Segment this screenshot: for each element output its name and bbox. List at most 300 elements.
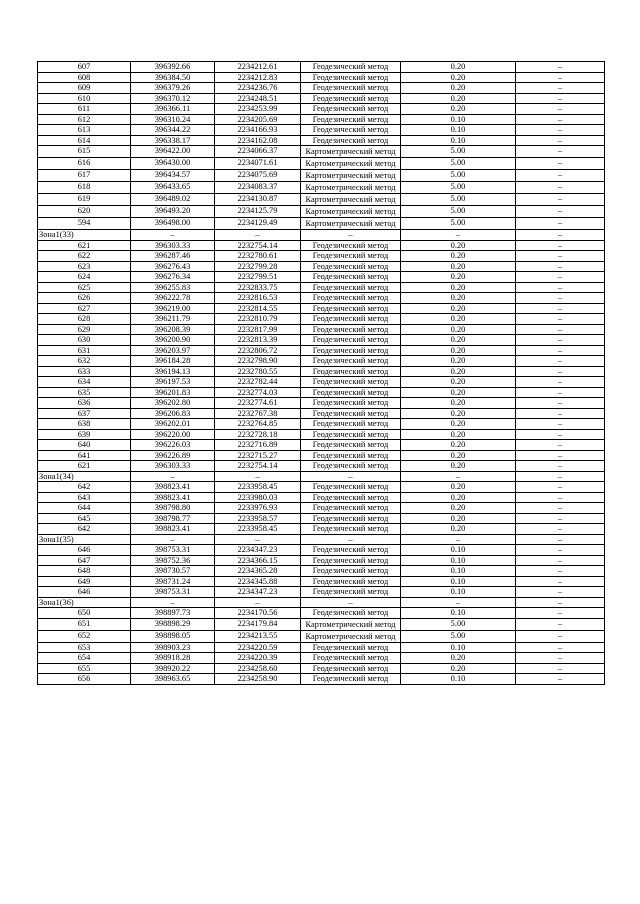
y-coordinate-cell: – — [215, 534, 301, 545]
y-coordinate-cell: 2232782.44 — [215, 377, 301, 388]
x-coordinate-cell: 396255.83 — [131, 282, 215, 293]
method-cell: Геодезический метод — [301, 461, 401, 472]
y-coordinate-cell: 2232798.90 — [215, 356, 301, 367]
precision-cell: – — [401, 471, 516, 482]
y-coordinate-cell: 2232816.53 — [215, 293, 301, 304]
precision-cell: 0.20 — [401, 482, 516, 493]
table-row — [38, 642, 605, 653]
precision-cell: 0.20 — [401, 303, 516, 314]
description-cell: – — [516, 642, 605, 653]
point-number-cell: 634 — [38, 377, 131, 388]
method-cell: Картометрический метод — [301, 618, 401, 630]
description-cell: – — [516, 206, 605, 218]
method-cell: Геодезический метод — [301, 261, 401, 272]
point-number-cell: 621 — [38, 240, 131, 251]
point-number-cell: 610 — [38, 93, 131, 104]
point-number-cell: 639 — [38, 429, 131, 440]
y-coordinate-cell: – — [215, 597, 301, 608]
description-cell: – — [516, 461, 605, 472]
description-cell: – — [516, 261, 605, 272]
method-cell: – — [301, 534, 401, 545]
description-cell: – — [516, 663, 605, 674]
table-row — [38, 251, 605, 262]
description-cell: – — [516, 230, 605, 241]
precision-cell: – — [401, 534, 516, 545]
method-cell: Геодезический метод — [301, 303, 401, 314]
description-cell: – — [516, 72, 605, 83]
x-coordinate-cell: 396493.20 — [131, 206, 215, 218]
table-row — [38, 240, 605, 251]
precision-cell: 5.00 — [401, 182, 516, 194]
x-coordinate-cell: 396208.39 — [131, 324, 215, 335]
x-coordinate-cell: 396276.34 — [131, 272, 215, 283]
point-number-cell: 654 — [38, 653, 131, 664]
y-coordinate-cell: 2234083.37 — [215, 182, 301, 194]
point-number-cell: 643 — [38, 492, 131, 503]
y-coordinate-cell: 2232764.85 — [215, 419, 301, 430]
y-coordinate-cell: 2234179.84 — [215, 618, 301, 630]
table-row — [38, 377, 605, 388]
x-coordinate-cell: 398963.65 — [131, 674, 215, 685]
x-coordinate-cell: 396197.53 — [131, 377, 215, 388]
point-number-cell: 611 — [38, 104, 131, 115]
precision-cell: 0.10 — [401, 576, 516, 587]
method-cell: Геодезический метод — [301, 62, 401, 73]
description-cell: – — [516, 282, 605, 293]
description-cell: – — [516, 653, 605, 664]
table-row — [38, 524, 605, 535]
table-row — [38, 72, 605, 83]
description-cell: – — [516, 545, 605, 556]
point-number-cell: 626 — [38, 293, 131, 304]
precision-cell: 0.20 — [401, 324, 516, 335]
y-coordinate-cell: 2232715.27 — [215, 450, 301, 461]
point-number-cell: 642 — [38, 482, 131, 493]
x-coordinate-cell: 396184.28 — [131, 356, 215, 367]
y-coordinate-cell: 2232799.28 — [215, 261, 301, 272]
table-row — [38, 303, 605, 314]
method-cell: – — [301, 597, 401, 608]
precision-cell: 0.10 — [401, 566, 516, 577]
table-row — [38, 555, 605, 566]
description-cell: – — [516, 429, 605, 440]
x-coordinate-cell: 398753.31 — [131, 587, 215, 598]
x-coordinate-cell: 396206.83 — [131, 408, 215, 419]
description-cell: – — [516, 513, 605, 524]
y-coordinate-cell: 2234205.69 — [215, 114, 301, 125]
y-coordinate-cell: 2234071.61 — [215, 158, 301, 170]
zone-label-cell: Зона1(33) — [38, 230, 131, 241]
y-coordinate-cell: 2234075.69 — [215, 170, 301, 182]
description-cell: – — [516, 419, 605, 430]
method-cell: Геодезический метод — [301, 492, 401, 503]
y-coordinate-cell: 2234347.23 — [215, 545, 301, 556]
method-cell: – — [301, 471, 401, 482]
point-number-cell: 652 — [38, 630, 131, 642]
description-cell: – — [516, 366, 605, 377]
method-cell: Геодезический метод — [301, 642, 401, 653]
table-row — [38, 356, 605, 367]
x-coordinate-cell: 396370.12 — [131, 93, 215, 104]
x-coordinate-cell: 398920.22 — [131, 663, 215, 674]
description-cell: – — [516, 335, 605, 346]
x-coordinate-cell: 396202.01 — [131, 419, 215, 430]
point-number-cell: 623 — [38, 261, 131, 272]
table-row — [38, 218, 605, 230]
point-number-cell: 607 — [38, 62, 131, 73]
x-coordinate-cell: – — [131, 230, 215, 241]
method-cell: Геодезический метод — [301, 674, 401, 685]
x-coordinate-cell: 396489.02 — [131, 194, 215, 206]
x-coordinate-cell: 396422.00 — [131, 146, 215, 158]
point-number-cell: 651 — [38, 618, 131, 630]
method-cell: Геодезический метод — [301, 608, 401, 619]
point-number-cell: 631 — [38, 345, 131, 356]
precision-cell: 0.20 — [401, 440, 516, 451]
table-row — [38, 125, 605, 136]
table-row — [38, 450, 605, 461]
precision-cell: 0.20 — [401, 72, 516, 83]
description-cell: – — [516, 534, 605, 545]
method-cell: Геодезический метод — [301, 335, 401, 346]
y-coordinate-cell: 2232817.99 — [215, 324, 301, 335]
method-cell: Геодезический метод — [301, 93, 401, 104]
method-cell: Геодезический метод — [301, 345, 401, 356]
point-number-cell: 621 — [38, 461, 131, 472]
method-cell: Геодезический метод — [301, 114, 401, 125]
precision-cell: – — [401, 597, 516, 608]
table-row — [38, 387, 605, 398]
point-number-cell: 616 — [38, 158, 131, 170]
method-cell: Картометрический метод — [301, 194, 401, 206]
point-number-cell: 642 — [38, 524, 131, 535]
description-cell: – — [516, 492, 605, 503]
method-cell: Картометрический метод — [301, 206, 401, 218]
table-row — [38, 62, 605, 73]
precision-cell: 0.10 — [401, 608, 516, 619]
table-row — [38, 272, 605, 283]
precision-cell: 0.20 — [401, 408, 516, 419]
precision-cell: 0.10 — [401, 555, 516, 566]
description-cell: – — [516, 303, 605, 314]
point-number-cell: 608 — [38, 72, 131, 83]
point-number-cell: 617 — [38, 170, 131, 182]
precision-cell: 0.20 — [401, 62, 516, 73]
y-coordinate-cell: 2234125.79 — [215, 206, 301, 218]
x-coordinate-cell: 396379.26 — [131, 83, 215, 94]
x-coordinate-cell: – — [131, 597, 215, 608]
precision-cell: 0.20 — [401, 272, 516, 283]
x-coordinate-cell: 396430.00 — [131, 158, 215, 170]
point-number-cell: 645 — [38, 513, 131, 524]
precision-cell: 0.20 — [401, 653, 516, 664]
point-number-cell: 614 — [38, 135, 131, 146]
point-number-cell: 635 — [38, 387, 131, 398]
description-cell: – — [516, 566, 605, 577]
y-coordinate-cell: – — [215, 230, 301, 241]
method-cell: Геодезический метод — [301, 282, 401, 293]
method-cell: Геодезический метод — [301, 398, 401, 409]
x-coordinate-cell: 398898.05 — [131, 630, 215, 642]
x-coordinate-cell: 396392.66 — [131, 62, 215, 73]
point-number-cell: 648 — [38, 566, 131, 577]
method-cell: Картометрический метод — [301, 218, 401, 230]
x-coordinate-cell: 398752.36 — [131, 555, 215, 566]
description-cell: – — [516, 524, 605, 535]
x-coordinate-cell: 396222.78 — [131, 293, 215, 304]
precision-cell: 0.20 — [401, 345, 516, 356]
y-coordinate-cell: 2232767.38 — [215, 408, 301, 419]
point-number-cell: 627 — [38, 303, 131, 314]
table-row — [38, 492, 605, 503]
table-row — [38, 104, 605, 115]
table-row — [38, 566, 605, 577]
description-cell: – — [516, 576, 605, 587]
description-cell: – — [516, 324, 605, 335]
table-row — [38, 576, 605, 587]
x-coordinate-cell: 396310.24 — [131, 114, 215, 125]
table-row — [38, 503, 605, 514]
precision-cell: 0.10 — [401, 674, 516, 685]
table-row — [38, 419, 605, 430]
x-coordinate-cell: 398823.41 — [131, 492, 215, 503]
method-cell: Геодезический метод — [301, 240, 401, 251]
table-row — [38, 398, 605, 409]
point-number-cell: 656 — [38, 674, 131, 685]
table-row — [38, 587, 605, 598]
precision-cell: 5.00 — [401, 158, 516, 170]
description-cell: – — [516, 440, 605, 451]
method-cell: Геодезический метод — [301, 125, 401, 136]
precision-cell: 0.10 — [401, 114, 516, 125]
precision-cell: 0.20 — [401, 398, 516, 409]
description-cell: – — [516, 630, 605, 642]
method-cell: Геодезический метод — [301, 503, 401, 514]
zone-header-row — [38, 534, 605, 545]
description-cell: – — [516, 555, 605, 566]
method-cell: Геодезический метод — [301, 653, 401, 664]
precision-cell: 0.20 — [401, 503, 516, 514]
method-cell: Геодезический метод — [301, 251, 401, 262]
coordinates-table-body — [38, 62, 605, 685]
y-coordinate-cell: 2232774.61 — [215, 398, 301, 409]
y-coordinate-cell: 2234212.61 — [215, 62, 301, 73]
x-coordinate-cell: 396434.57 — [131, 170, 215, 182]
precision-cell: 0.20 — [401, 240, 516, 251]
point-number-cell: 644 — [38, 503, 131, 514]
y-coordinate-cell: 2232806.72 — [215, 345, 301, 356]
x-coordinate-cell: 398823.41 — [131, 482, 215, 493]
table-row — [38, 482, 605, 493]
point-number-cell: 646 — [38, 545, 131, 556]
x-coordinate-cell: 396203.97 — [131, 345, 215, 356]
table-row — [38, 440, 605, 451]
y-coordinate-cell: 2234253.99 — [215, 104, 301, 115]
y-coordinate-cell: 2234345.88 — [215, 576, 301, 587]
table-row — [38, 194, 605, 206]
description-cell: – — [516, 194, 605, 206]
description-cell: – — [516, 135, 605, 146]
description-cell: – — [516, 218, 605, 230]
x-coordinate-cell: 398798.80 — [131, 503, 215, 514]
description-cell: – — [516, 618, 605, 630]
x-coordinate-cell: 396498.00 — [131, 218, 215, 230]
precision-cell: 0.20 — [401, 335, 516, 346]
description-cell: – — [516, 356, 605, 367]
precision-cell: 0.20 — [401, 513, 516, 524]
method-cell: Геодезический метод — [301, 293, 401, 304]
point-number-cell: 655 — [38, 663, 131, 674]
description-cell: – — [516, 170, 605, 182]
point-number-cell: 629 — [38, 324, 131, 335]
precision-cell: 0.20 — [401, 261, 516, 272]
table-row — [38, 135, 605, 146]
method-cell: Картометрический метод — [301, 182, 401, 194]
point-number-cell: 647 — [38, 555, 131, 566]
y-coordinate-cell: 2232728.18 — [215, 429, 301, 440]
description-cell: – — [516, 93, 605, 104]
point-number-cell: 609 — [38, 83, 131, 94]
point-number-cell: 632 — [38, 356, 131, 367]
x-coordinate-cell: 396200.90 — [131, 335, 215, 346]
method-cell: Геодезический метод — [301, 419, 401, 430]
description-cell: – — [516, 482, 605, 493]
precision-cell: 0.10 — [401, 125, 516, 136]
y-coordinate-cell: 2234258.60 — [215, 663, 301, 674]
method-cell: Геодезический метод — [301, 440, 401, 451]
point-number-cell: 613 — [38, 125, 131, 136]
y-coordinate-cell: 2234220.39 — [215, 653, 301, 664]
precision-cell: 0.20 — [401, 663, 516, 674]
point-number-cell: 622 — [38, 251, 131, 262]
precision-cell: 0.20 — [401, 104, 516, 115]
precision-cell: 0.10 — [401, 135, 516, 146]
table-row — [38, 408, 605, 419]
table-row — [38, 618, 605, 630]
method-cell: Геодезический метод — [301, 366, 401, 377]
method-cell: Геодезический метод — [301, 356, 401, 367]
y-coordinate-cell: 2232754.14 — [215, 240, 301, 251]
precision-cell: 5.00 — [401, 170, 516, 182]
table-row — [38, 335, 605, 346]
description-cell: – — [516, 471, 605, 482]
x-coordinate-cell: 396202.80 — [131, 398, 215, 409]
table-row — [38, 293, 605, 304]
y-coordinate-cell: 2232813.39 — [215, 335, 301, 346]
description-cell: – — [516, 62, 605, 73]
point-number-cell: 620 — [38, 206, 131, 218]
point-number-cell: 619 — [38, 194, 131, 206]
x-coordinate-cell: 398730.57 — [131, 566, 215, 577]
table-row — [38, 182, 605, 194]
y-coordinate-cell: 2234347.23 — [215, 587, 301, 598]
method-cell: Геодезический метод — [301, 545, 401, 556]
point-number-cell: 615 — [38, 146, 131, 158]
zone-label-cell: Зона1(36) — [38, 597, 131, 608]
description-cell: – — [516, 158, 605, 170]
precision-cell: 0.10 — [401, 587, 516, 598]
point-number-cell: 630 — [38, 335, 131, 346]
precision-cell: 5.00 — [401, 630, 516, 642]
y-coordinate-cell: 2233980.03 — [215, 492, 301, 503]
x-coordinate-cell: 396201.83 — [131, 387, 215, 398]
table-row — [38, 83, 605, 94]
method-cell: Геодезический метод — [301, 83, 401, 94]
precision-cell: 0.20 — [401, 356, 516, 367]
y-coordinate-cell: 2234258.90 — [215, 674, 301, 685]
y-coordinate-cell: 2232799.51 — [215, 272, 301, 283]
y-coordinate-cell: 2233976.93 — [215, 503, 301, 514]
x-coordinate-cell: 396226.03 — [131, 440, 215, 451]
method-cell: Геодезический метод — [301, 555, 401, 566]
y-coordinate-cell: 2234236.76 — [215, 83, 301, 94]
x-coordinate-cell: 398753.31 — [131, 545, 215, 556]
precision-cell: 0.20 — [401, 251, 516, 262]
method-cell: Геодезический метод — [301, 482, 401, 493]
precision-cell: 0.20 — [401, 282, 516, 293]
description-cell: – — [516, 251, 605, 262]
point-number-cell: 649 — [38, 576, 131, 587]
point-number-cell: 637 — [38, 408, 131, 419]
precision-cell: 0.20 — [401, 524, 516, 535]
table-row — [38, 282, 605, 293]
precision-cell: 5.00 — [401, 146, 516, 158]
table-row — [38, 513, 605, 524]
x-coordinate-cell: 396303.33 — [131, 461, 215, 472]
point-number-cell: 638 — [38, 419, 131, 430]
x-coordinate-cell: 396366.11 — [131, 104, 215, 115]
table-row — [38, 114, 605, 125]
x-coordinate-cell: 398918.28 — [131, 653, 215, 664]
precision-cell: 0.20 — [401, 366, 516, 377]
description-cell: – — [516, 674, 605, 685]
table-row — [38, 545, 605, 556]
y-coordinate-cell: 2234365.28 — [215, 566, 301, 577]
x-coordinate-cell: 398731.24 — [131, 576, 215, 587]
x-coordinate-cell: 396276.43 — [131, 261, 215, 272]
y-coordinate-cell: 2234130.87 — [215, 194, 301, 206]
method-cell: Геодезический метод — [301, 272, 401, 283]
table-row — [38, 429, 605, 440]
y-coordinate-cell: 2234212.83 — [215, 72, 301, 83]
coordinates-table — [37, 61, 605, 685]
y-coordinate-cell: 2234166.93 — [215, 125, 301, 136]
x-coordinate-cell: 396220.00 — [131, 429, 215, 440]
method-cell: Картометрический метод — [301, 170, 401, 182]
method-cell: Геодезический метод — [301, 576, 401, 587]
zone-header-row — [38, 471, 605, 482]
y-coordinate-cell: – — [215, 471, 301, 482]
description-cell: – — [516, 182, 605, 194]
description-cell: – — [516, 450, 605, 461]
description-cell: – — [516, 272, 605, 283]
point-number-cell: 636 — [38, 398, 131, 409]
table-row — [38, 674, 605, 685]
method-cell: Геодезический метод — [301, 663, 401, 674]
table-row — [38, 630, 605, 642]
table-row — [38, 366, 605, 377]
x-coordinate-cell: 398897.73 — [131, 608, 215, 619]
y-coordinate-cell: 2234129.49 — [215, 218, 301, 230]
description-cell: – — [516, 104, 605, 115]
precision-cell: 5.00 — [401, 618, 516, 630]
y-coordinate-cell: 2232810.79 — [215, 314, 301, 325]
table-row — [38, 146, 605, 158]
y-coordinate-cell: 2233958.45 — [215, 524, 301, 535]
method-cell: Геодезический метод — [301, 429, 401, 440]
precision-cell: 0.20 — [401, 83, 516, 94]
table-row — [38, 314, 605, 325]
